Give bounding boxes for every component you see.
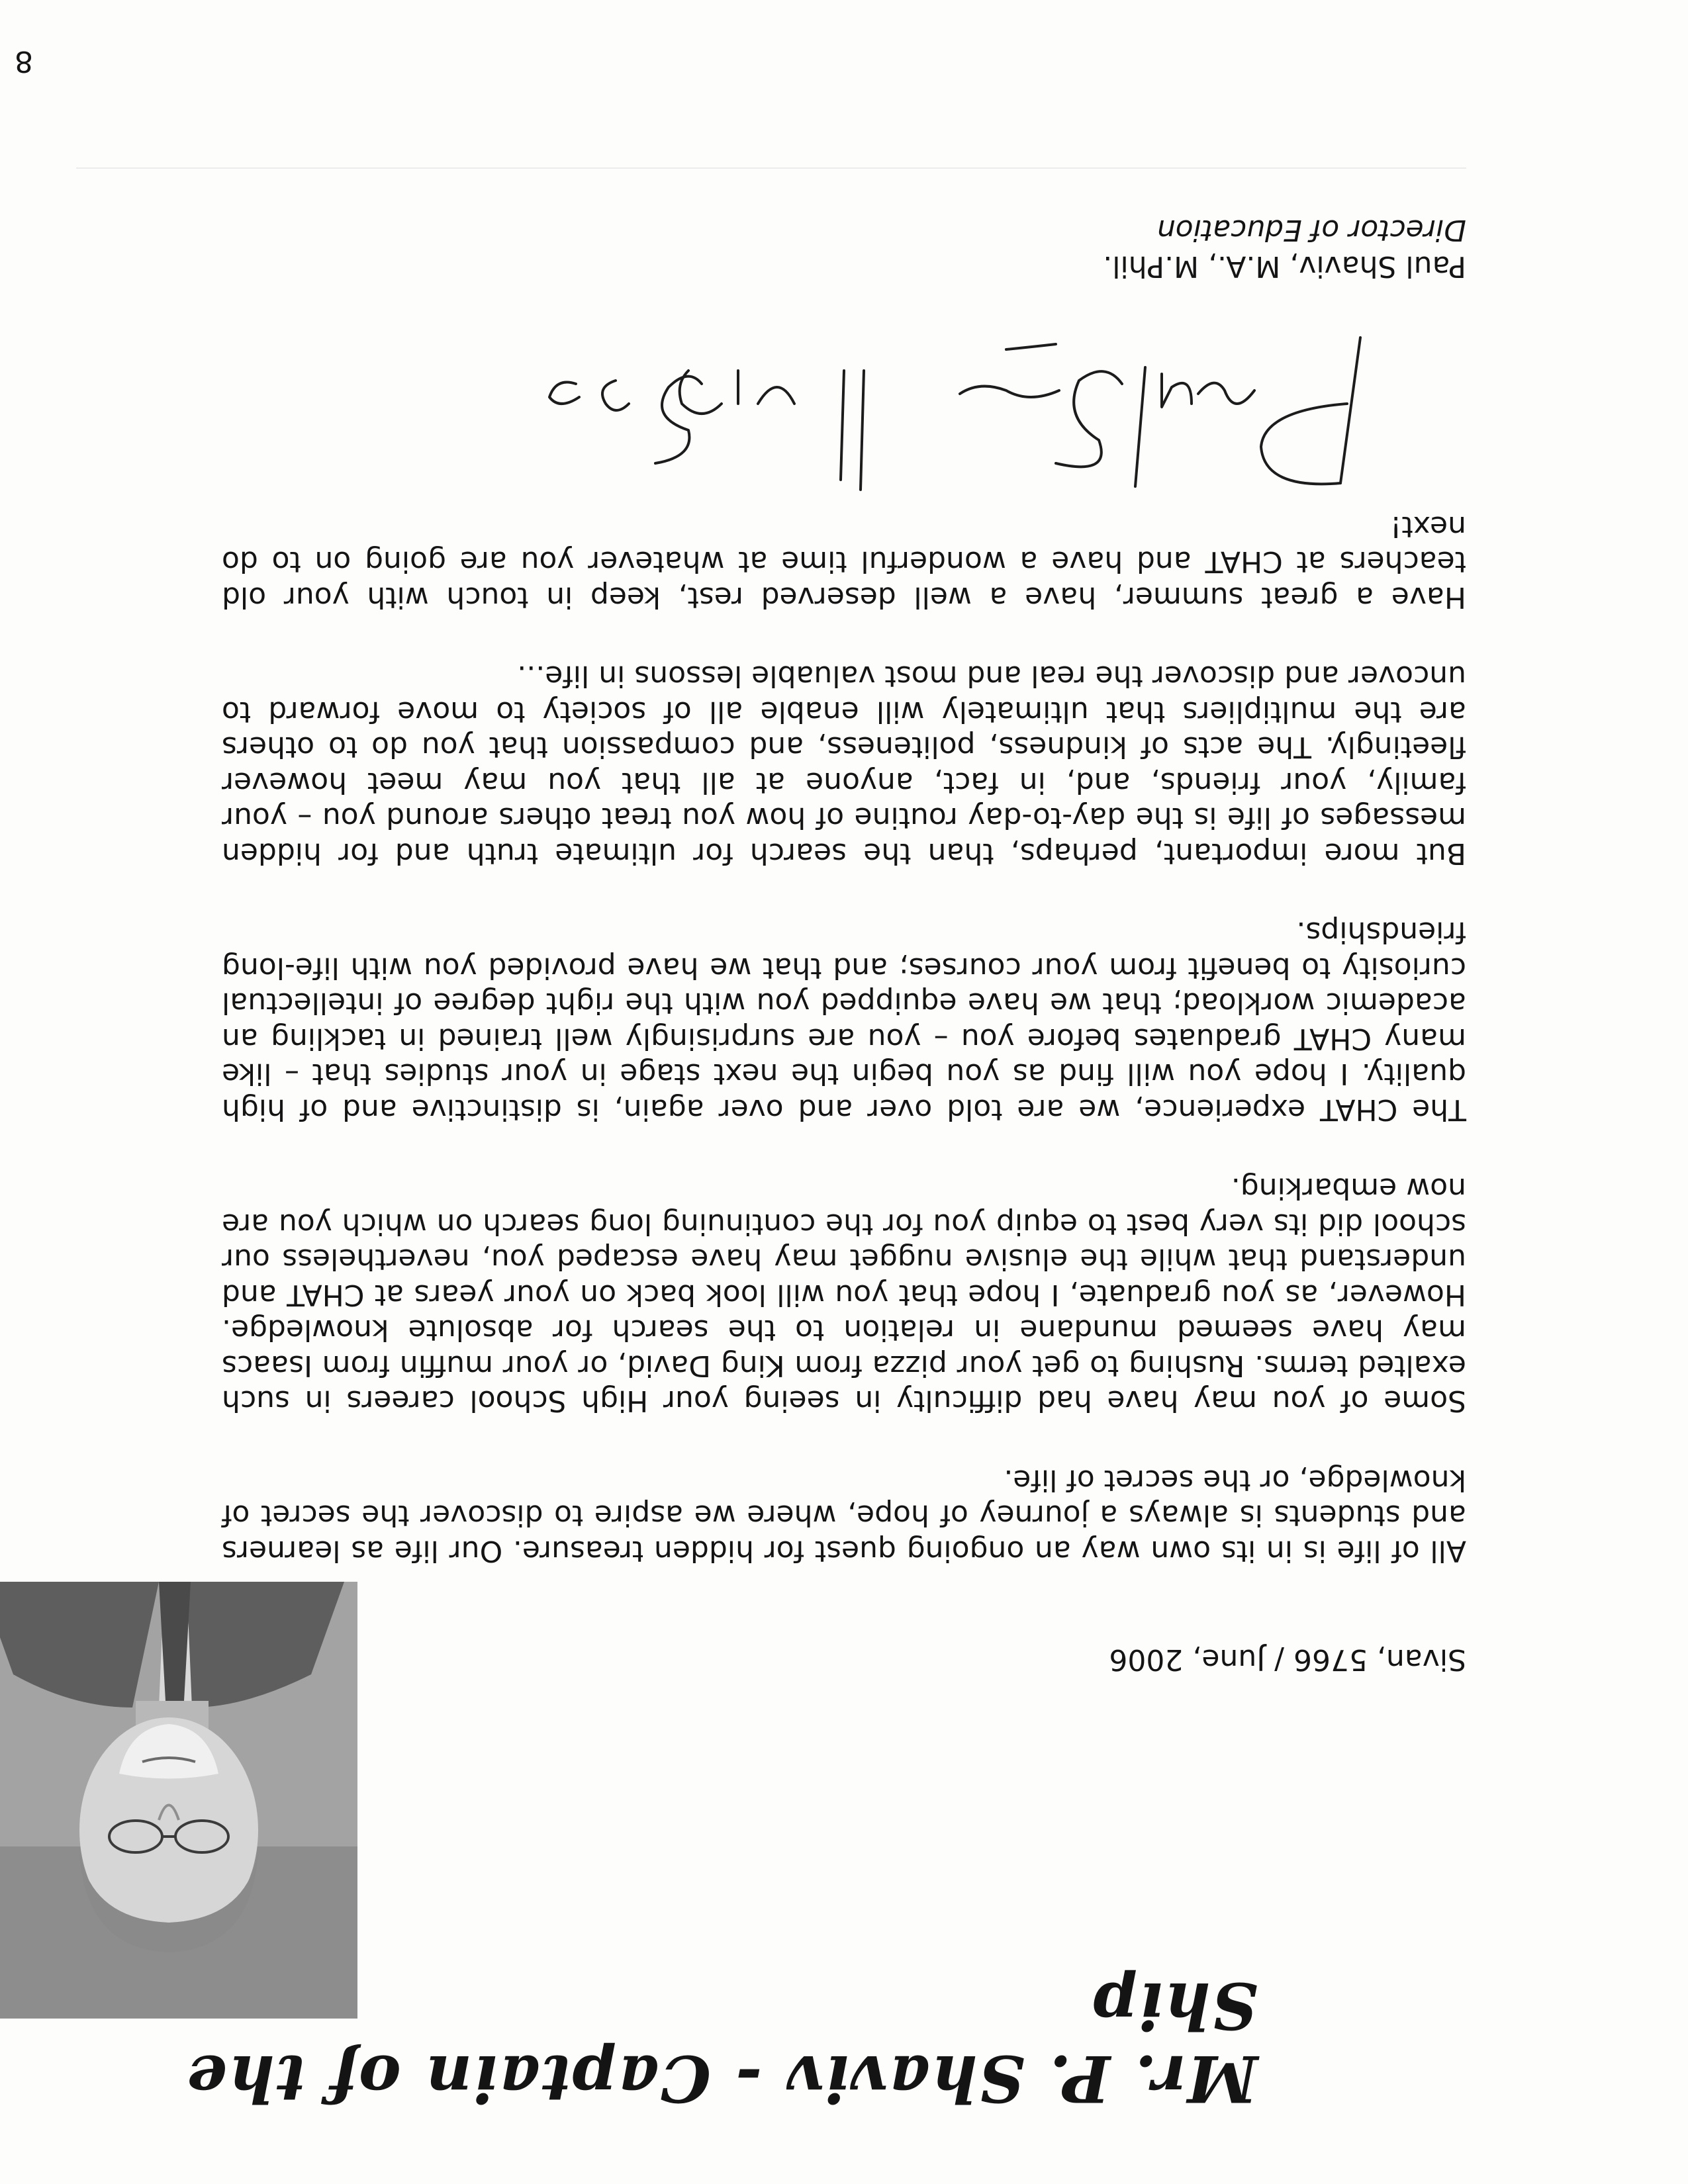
date-line: Sivan, 5766 / June, 2006 [1109,1643,1466,1676]
paragraph: The CHAT experience, we are told over and over again, is distinctive and of high quality. I hope you will find as you begin the next stage in your studies that – like many CHAT graduates before you – you are surprisingly well trained in tackling an academic workload; that we have equipped you with the right degree of intellectual curiosity to benefit from your courses; and that we have provided you with life-long friendships. [222,915,1466,1126]
page-number: 8 [15,44,33,78]
letter-body [222,465,1466,1569]
handwritten-signature [496,331,1390,503]
portrait-photo [0,1582,357,2019]
signer-role: Director of Education [1156,213,1466,247]
paragraph: All of life is in its own way an ongoing quest for hidden treasure. Our life as learners and students is always a journey of hope, where we aspire to discover the secret of knowledge, or the secret of life. [222,1463,1466,1568]
scan-line [76,167,1466,169]
paragraph: Some of you may have had difficulty in seeing your High School careers in such exalted terms. Rushing to get your pizza from King David, or your muffin from Isaacs may have seemed mundane in relation to the search for absolute knowledge. However, as you graduate, I hope that you will look back on your years at CHAT and understand that while the elusive nugget may have escaped you, nevertheless our school did its very best to equip you for the continuing long search on which you are now embarking. [222,1171,1466,1418]
signer-name: Paul Shaviv, M.A., M.Phil. [1103,250,1466,283]
paragraph: But more important, perhaps, than the search for ultimate truth and for hidden messages of life is the day-to-day routine of how you treat others around you – your family, your friends, and, in fact, anyone at all that you may meet however fleetingly. The acts of kindness, politeness, and compassion that you do to others are the multipliers that ultimately will enable all of society to move forward to uncover and discover the real and most valuable lessons in life... [222,659,1466,870]
page-title: Mr. P. Shaviv - Captain of the Ship [185,1968,1258,2116]
paragraph: Have a great summer, have a well deserved rest, keep in touch with your old teachers at CHAT and have a wonderful time at whatever you are going on to do next! [222,510,1466,614]
